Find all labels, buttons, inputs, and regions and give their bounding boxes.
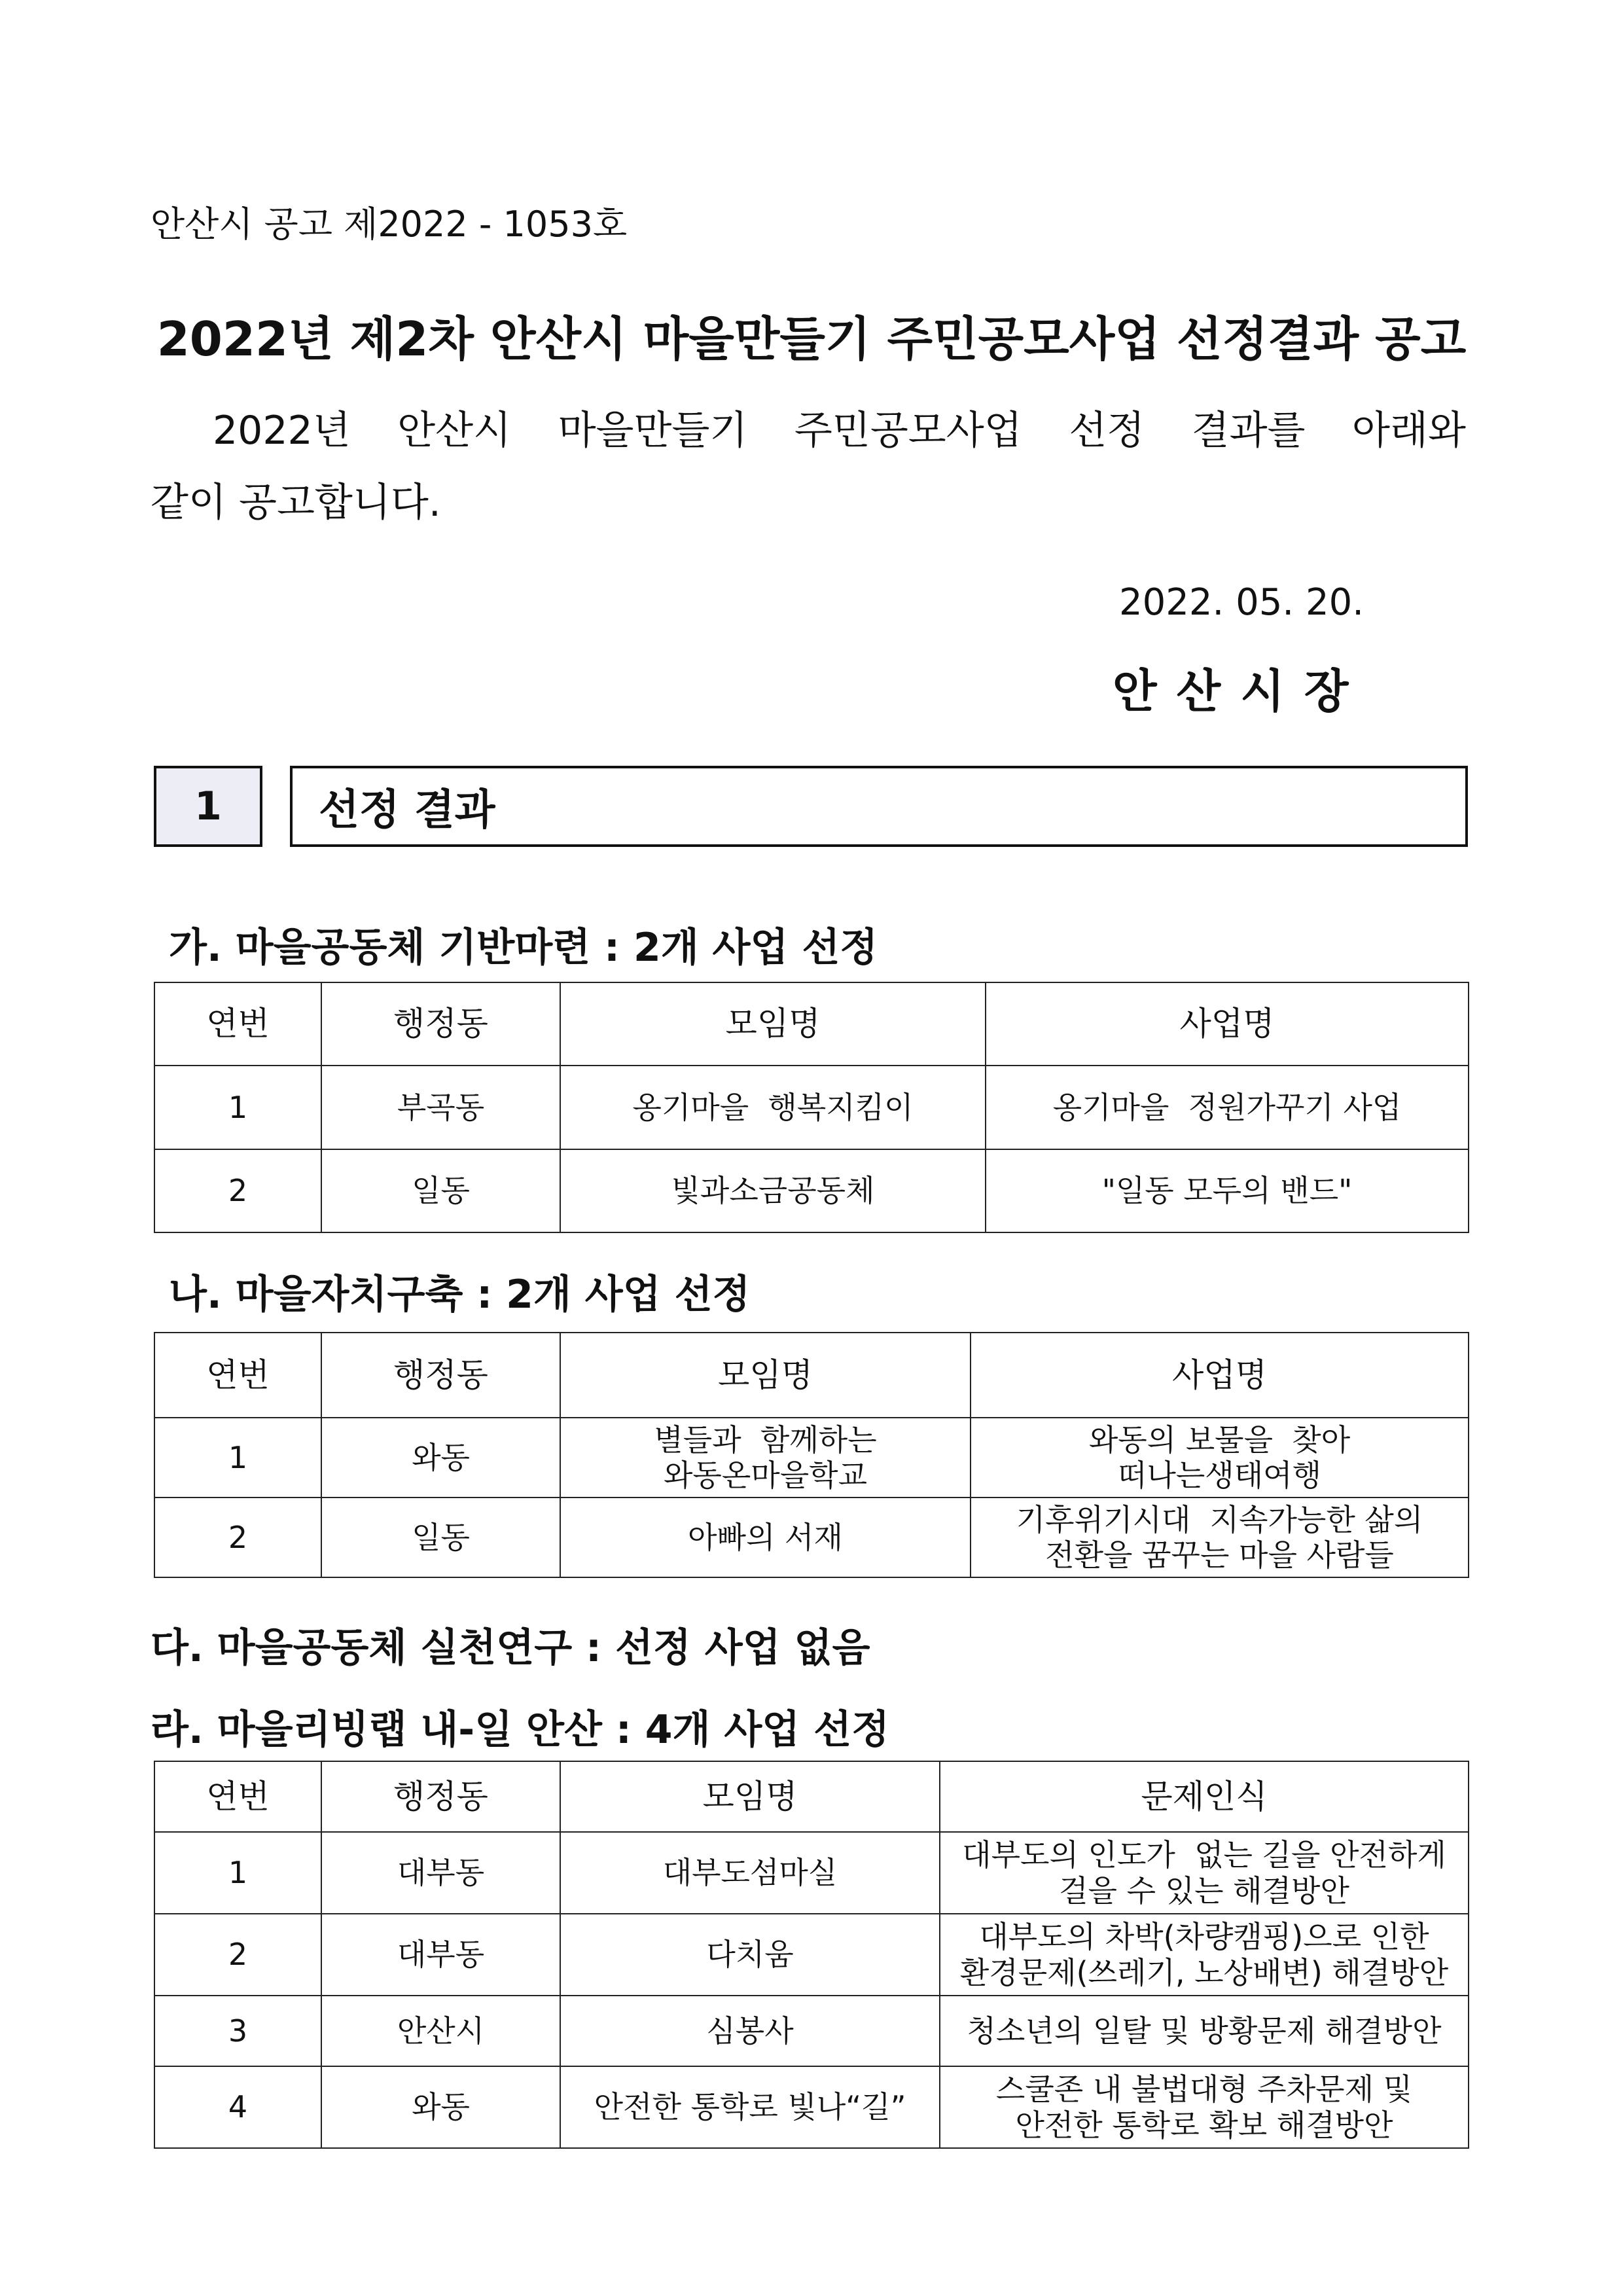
table-cell: 대부도의 차박(차량캠핑)으로 인한 환경문제(쓰레기, 노상배변) 해결방안 bbox=[940, 1914, 1469, 1996]
intro-line-2: 같이 공고합니다. bbox=[151, 480, 441, 526]
table-cell: 1 bbox=[154, 1832, 321, 1914]
intro-word: 마을만들기 bbox=[558, 408, 748, 454]
table-cell: 다치움 bbox=[560, 1914, 940, 1996]
table-cell: 2 bbox=[154, 1914, 321, 1996]
header-cell: 행정동 bbox=[321, 1333, 560, 1418]
intro-word: 주민공모사업 bbox=[794, 408, 1022, 454]
header-cell: 연번 bbox=[154, 1333, 321, 1418]
table-a bbox=[154, 982, 1469, 1233]
table-cell: 대부도섬마실 bbox=[560, 1832, 940, 1914]
table-b bbox=[154, 1332, 1469, 1578]
table-header-row bbox=[154, 1333, 1469, 1418]
header-cell: 행정동 bbox=[321, 1761, 560, 1832]
table-cell: 2 bbox=[154, 1149, 321, 1232]
section-title: 선정 결과 bbox=[319, 786, 495, 834]
table-cell: 대부동 bbox=[321, 1832, 560, 1914]
header-cell: 연번 bbox=[154, 1761, 321, 1832]
table-cell: 옹기마을 행복지킴이 bbox=[560, 1066, 986, 1149]
table-cell: 대부도의 인도가 없는 길을 안전하게 걸을 수 있는 해결방안 bbox=[940, 1832, 1469, 1914]
table-cell: 옹기마을 정원가꾸기 사업 bbox=[986, 1066, 1469, 1149]
table-row bbox=[154, 1418, 1469, 1498]
header-cell: 모임명 bbox=[560, 982, 986, 1066]
header-cell: 문제인식 bbox=[940, 1761, 1469, 1832]
table-cell: 일동 bbox=[321, 1498, 560, 1577]
table-row bbox=[154, 1066, 1469, 1149]
table-header-row bbox=[154, 1761, 1469, 1832]
table-row bbox=[154, 1996, 1469, 2066]
table-cell: 안산시 bbox=[321, 1996, 560, 2066]
notice-number: 안산시 공고 제2022 - 1053호 bbox=[151, 204, 628, 245]
intro-word: 2022년 bbox=[213, 408, 351, 454]
table-cell: 1 bbox=[154, 1418, 321, 1498]
issuer: 안산시장 bbox=[1113, 664, 1368, 718]
document-title: 2022년 제2차 안산시 마을만들기 주민공모사업 선정결과 공고 bbox=[156, 312, 1467, 367]
intro-line-1 bbox=[151, 399, 1466, 456]
table-cell: 3 bbox=[154, 1996, 321, 2066]
table-row bbox=[154, 2066, 1469, 2148]
table-cell: 와동의 보물을 찾아 떠나는생태여행 bbox=[971, 1418, 1469, 1498]
table-cell: 일동 bbox=[321, 1149, 560, 1232]
table-cell: 와동 bbox=[321, 1418, 560, 1498]
header-cell: 사업명 bbox=[986, 982, 1469, 1066]
table-cell: 빛과소금공동체 bbox=[560, 1149, 986, 1232]
table-cell: "일동 모두의 밴드" bbox=[986, 1149, 1469, 1232]
table-row bbox=[154, 1149, 1469, 1232]
table-cell: 2 bbox=[154, 1498, 321, 1577]
table-cell: 와동 bbox=[321, 2066, 560, 2148]
section-number: 1 bbox=[194, 783, 222, 829]
notice-date: 2022. 05. 20. bbox=[1119, 581, 1364, 624]
table-cell: 스쿨존 내 불법대형 주차문제 및 안전한 통학로 확보 해결방안 bbox=[940, 2066, 1469, 2148]
header-cell: 행정동 bbox=[321, 982, 560, 1066]
header-cell: 모임명 bbox=[560, 1761, 940, 1832]
table-cell: 4 bbox=[154, 2066, 321, 2148]
table-header-row bbox=[154, 982, 1469, 1066]
table-cell: 별들과 함께하는 와동온마을학교 bbox=[560, 1418, 971, 1498]
intro-word: 선정 bbox=[1069, 408, 1145, 454]
section-title-box bbox=[290, 766, 1468, 847]
table-cell: 심봉사 bbox=[560, 1996, 940, 2066]
subsection-b-heading: 나. 마을자치구축 : 2개 사업 선정 bbox=[169, 1272, 751, 1318]
table-cell: 부곡동 bbox=[321, 1066, 560, 1149]
header-cell: 모임명 bbox=[560, 1333, 971, 1418]
header-cell: 사업명 bbox=[971, 1333, 1469, 1418]
table-cell: 안전한 통학로 빛나“길” bbox=[560, 2066, 940, 2148]
table-cell: 청소년의 일탈 및 방황문제 해결방안 bbox=[940, 1996, 1469, 2066]
table-cell: 기후위기시대 지속가능한 삶의 전환을 꿈꾸는 마을 사람들 bbox=[971, 1498, 1469, 1577]
table-row bbox=[154, 1498, 1469, 1577]
intro-word: 결과를 bbox=[1191, 408, 1306, 454]
subsection-d-heading: 라. 마을리빙랩 내-일 안산 : 4개 사업 선정 bbox=[151, 1707, 890, 1753]
subsection-a-heading: 가. 마을공동체 기반마련 : 2개 사업 선정 bbox=[169, 925, 878, 971]
intro-word: 아래와 bbox=[1352, 408, 1466, 454]
table-row bbox=[154, 1914, 1469, 1996]
subsection-c-heading: 다. 마을공동체 실천연구 : 선정 사업 없음 bbox=[151, 1625, 870, 1671]
table-cell: 대부동 bbox=[321, 1914, 560, 1996]
table-row bbox=[154, 1832, 1469, 1914]
header-cell: 연번 bbox=[154, 982, 321, 1066]
table-d bbox=[154, 1761, 1469, 2149]
table-cell: 1 bbox=[154, 1066, 321, 1149]
table-cell: 아빠의 서재 bbox=[560, 1498, 971, 1577]
section-number-box bbox=[154, 766, 262, 847]
intro-word: 안산시 bbox=[397, 408, 512, 454]
